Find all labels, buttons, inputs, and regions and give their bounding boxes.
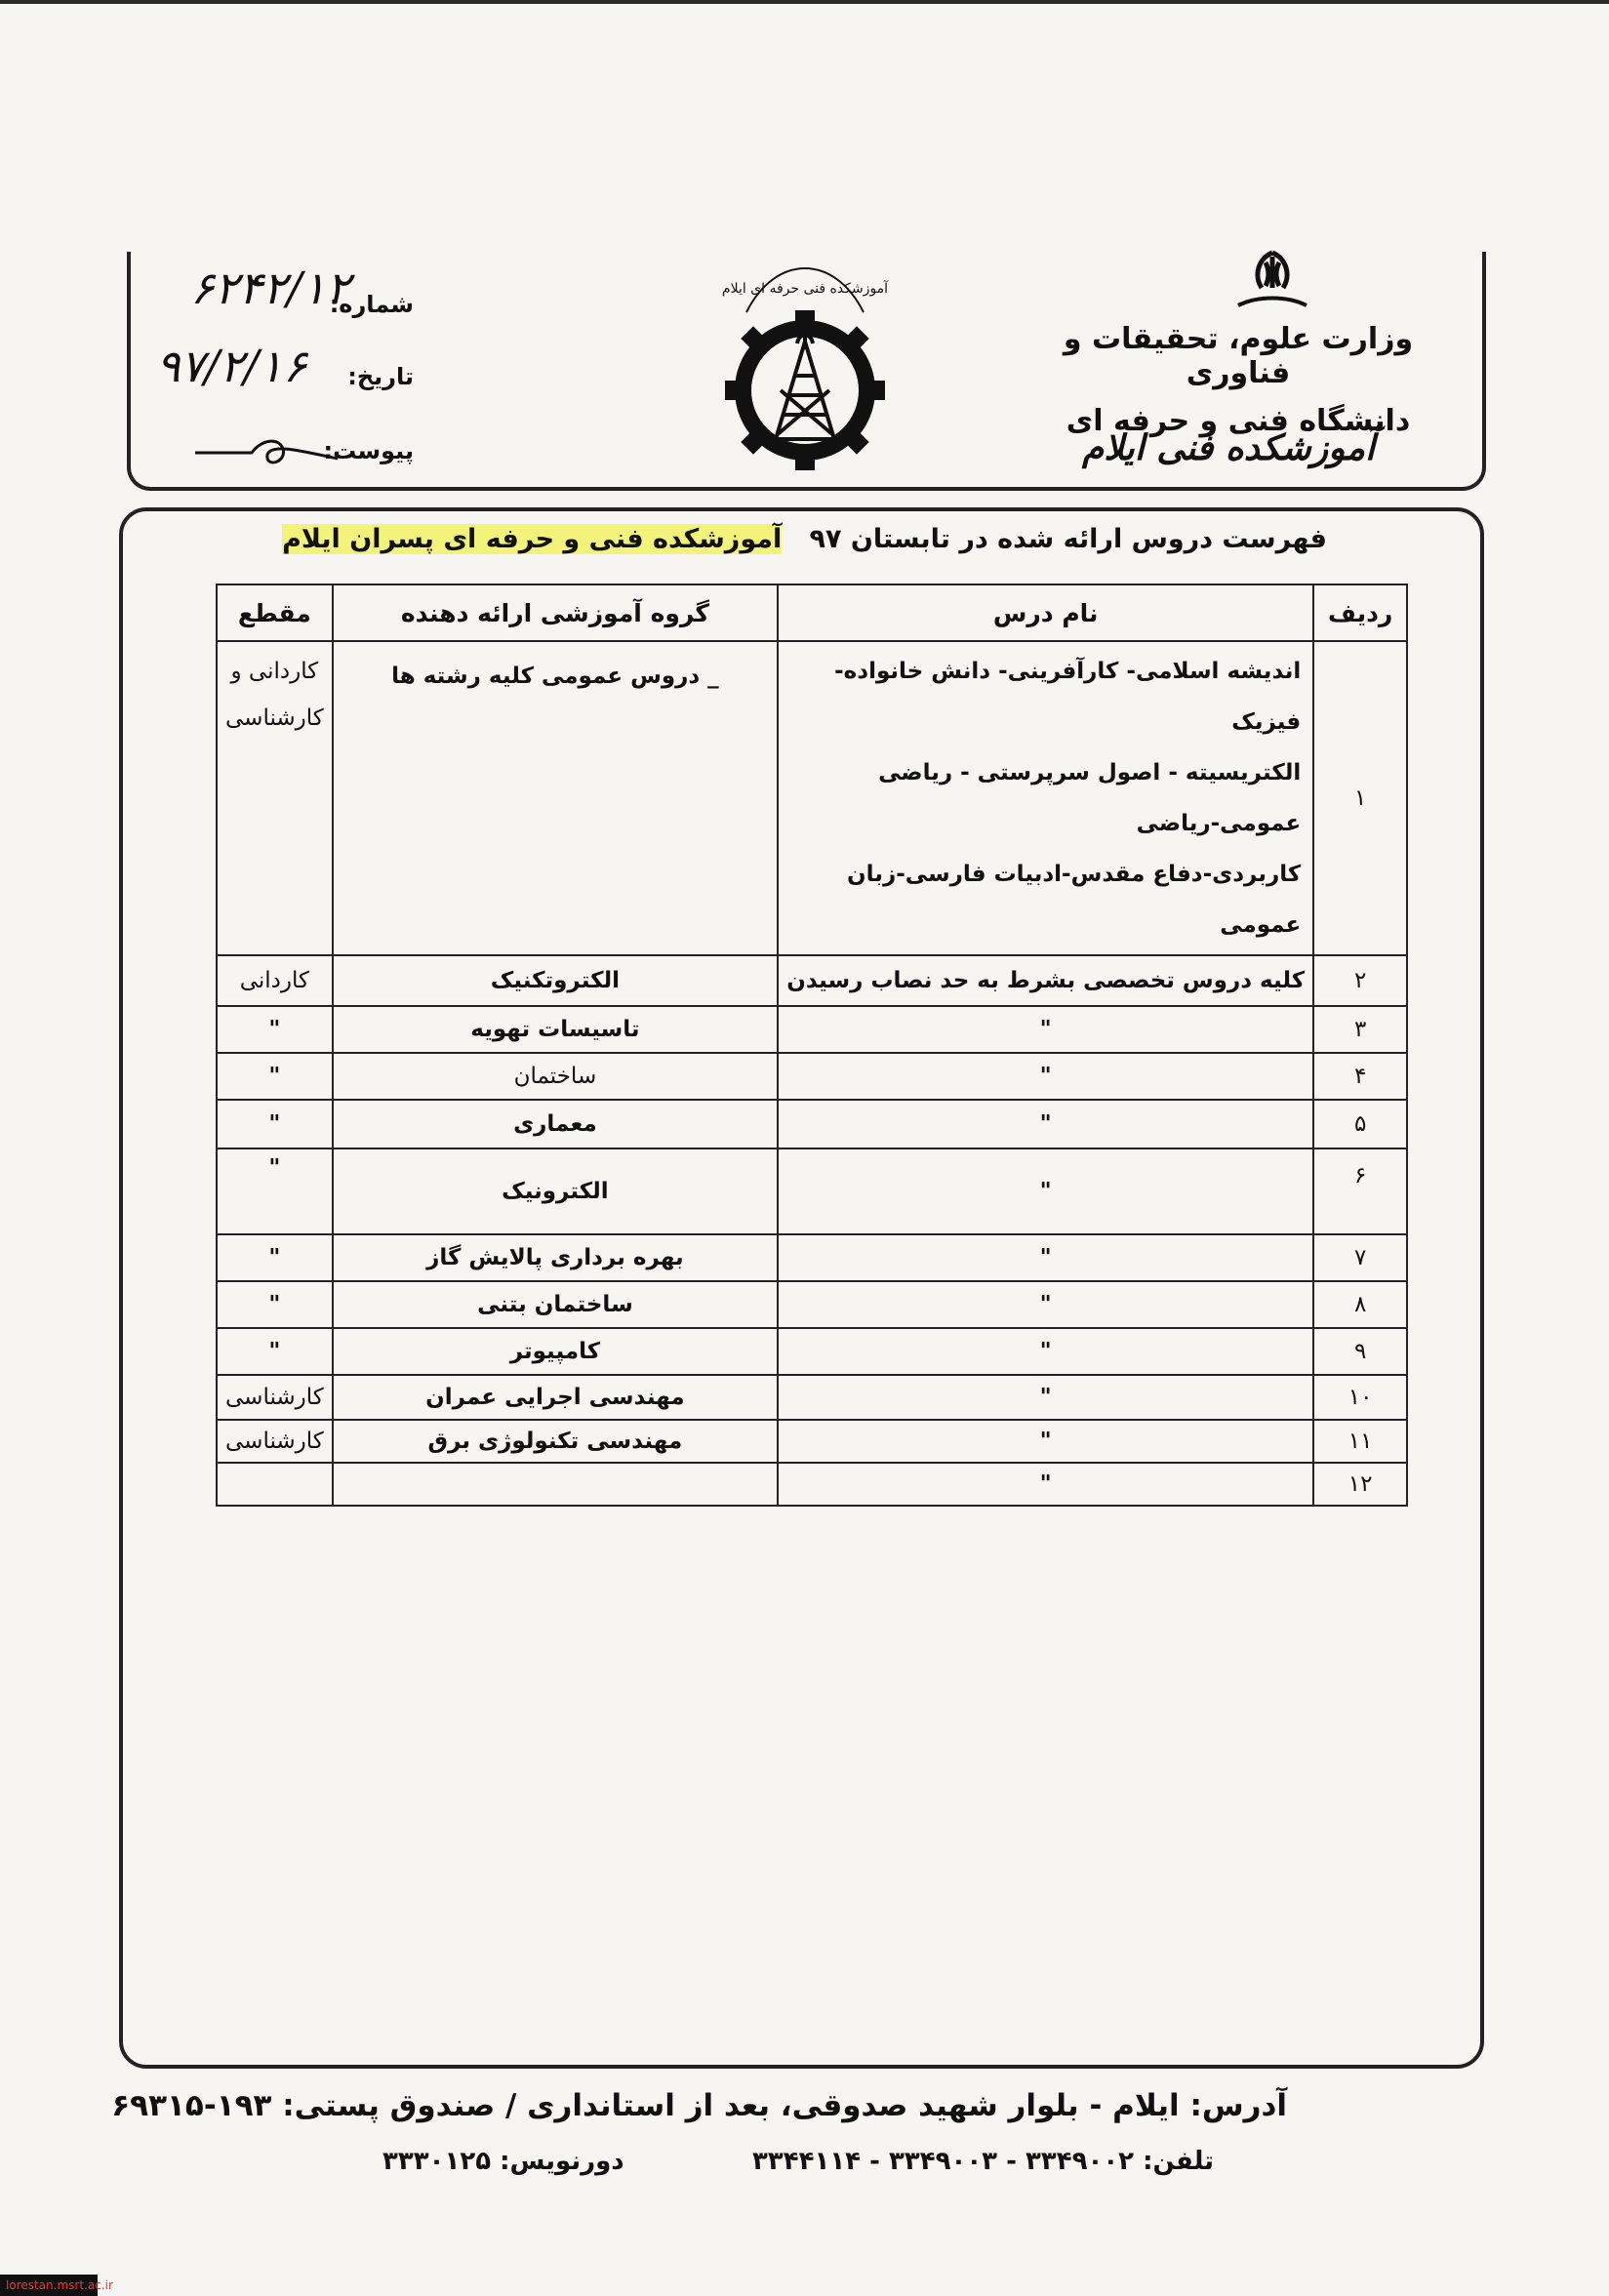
header-level: مقطع [217,584,333,641]
row-number: ۱۲ [1313,1463,1407,1506]
attachment-scribble-icon [193,429,340,478]
table-row [217,1053,1407,1100]
level: " [217,1006,333,1053]
group-name: ساختمان بتنی [333,1281,778,1328]
table-row [217,1420,1407,1463]
course-name: " [778,1328,1313,1375]
course-line: الکتریسیته - اصول سرپرستی - ریاضی عمومی-ریاضی [878,760,1302,836]
course-name: " [778,1420,1313,1463]
level-line: کاردانی و [230,659,319,684]
level [217,1463,333,1506]
course-line: اندیشه اسلامی- کارآفرینی- دانش خانواده- فیزیک [834,659,1302,735]
group-name: ساختمان [333,1053,778,1100]
level: " [217,1100,333,1148]
row-number: ۵ [1313,1100,1407,1148]
level-line: کارشناسی [225,705,324,731]
date-label: تاریخ: [347,363,414,390]
college-seal-logo [707,234,903,488]
table-row [217,1328,1407,1375]
university-name: دانشگاه فنی و حرفه ای [1066,404,1411,438]
title-highlight: آموزشکده فنی و حرفه ای پسران ایلام [282,524,783,554]
row-number: ۹ [1313,1328,1407,1375]
level: کارشناسی [217,1420,333,1463]
course-name: " [778,1053,1313,1100]
attachment-label: پیوست: [323,437,414,464]
row-number: ۳ [1313,1006,1407,1053]
number-label: شماره: [329,291,414,318]
course-name: " [778,1148,1313,1234]
row-number: ۴ [1313,1053,1407,1100]
group-name: معماری [333,1100,778,1148]
document-title [0,524,1609,554]
group-name: مهندسی اجرایی عمران [333,1375,778,1420]
row-number: ۱۱ [1313,1420,1407,1463]
header-row-number: ردیف [1313,584,1407,641]
footer-address: آدرس: ایلام - بلوار شهید صدوقی، بعد از استانداری / صندوق پستی: ۱۹۳-۶۹۳۱۵ [111,2088,1287,2123]
group-name: تاسیسات تهویه [333,1006,778,1053]
level: " [217,1328,333,1375]
date-value: ۹۷/۲/۱۶ [156,340,307,392]
ministry-name: وزارت علوم، تحقیقات و فناوری [1063,322,1414,390]
page-top-edge [0,0,1609,4]
group-name: بهره برداری پالایش گاز [333,1234,778,1281]
row-number: ۱۰ [1313,1375,1407,1420]
row-number: ۲ [1313,955,1407,1006]
number-value: ۶۲۴۲/۱۲ [190,262,350,314]
course-line: کاربردی-دفاع مقدس-ادبیات فارسی-زبان عمومی [847,862,1302,938]
group-name [333,1463,778,1506]
level: کاردانی [217,955,333,1006]
table-row [217,1375,1407,1420]
group-name: الکترونیک [333,1148,778,1234]
level: " [217,1281,333,1328]
header-group: گروه آموزشی ارائه دهنده [333,584,778,641]
table-row [217,1281,1407,1328]
row-number: ۸ [1313,1281,1407,1328]
row-number: ۶ [1313,1148,1407,1234]
course-name [778,641,1313,955]
course-name: " [778,1463,1313,1506]
group-name: مهندسی تکنولوژی برق [333,1420,778,1463]
course-name: " [778,1006,1313,1053]
footer-phone: تلفن: ۳۳۴۹۰۰۲ - ۳۳۴۹۰۰۳ - ۳۳۴۴۱۱۴ [751,2147,1214,2176]
course-name: " [778,1375,1313,1420]
course-name: " [778,1234,1313,1281]
level: کارشناسی [217,1375,333,1420]
header-course-name: نام درس [778,584,1313,641]
row-number: ۱ [1313,641,1407,955]
site-watermark: lorestan.msrt.ac.ir [0,2275,98,2296]
group-name: الکتروتکنیک [333,955,778,1006]
course-name: " [778,1281,1313,1328]
title-prefix: فهرست دروس ارائه شده در تابستان ۹۷ [809,524,1327,554]
college-name: آموزشکده فنی ایلام [1081,427,1375,468]
courses-table [216,584,1408,1507]
group-name: کامپیوتر [333,1328,778,1375]
table-row [217,1148,1407,1234]
iran-emblem-icon [1228,249,1316,317]
table-row [217,641,1407,955]
table-row [217,1006,1407,1053]
level [217,641,333,955]
table-row [217,1234,1407,1281]
group-name: _ دروس عمومی کلیه رشته ها [333,641,778,955]
footer-fax: دورنویس: ۳۳۳۰۱۲۵ [382,2147,624,2176]
table-row [217,1100,1407,1148]
course-name: " [778,1100,1313,1148]
course-name: کلیه دروس تخصصی بشرط به حد نصاب رسیدن [778,955,1313,1006]
level: " [217,1148,333,1234]
table-header-row [217,584,1407,641]
table-row [217,955,1407,1006]
table-row [217,1463,1407,1506]
level: " [217,1234,333,1281]
svg-text:آموزشکده فنی حرفه ای ایلام: آموزشکده فنی حرفه ای ایلام [721,281,889,297]
level: " [217,1053,333,1100]
row-number: ۷ [1313,1234,1407,1281]
